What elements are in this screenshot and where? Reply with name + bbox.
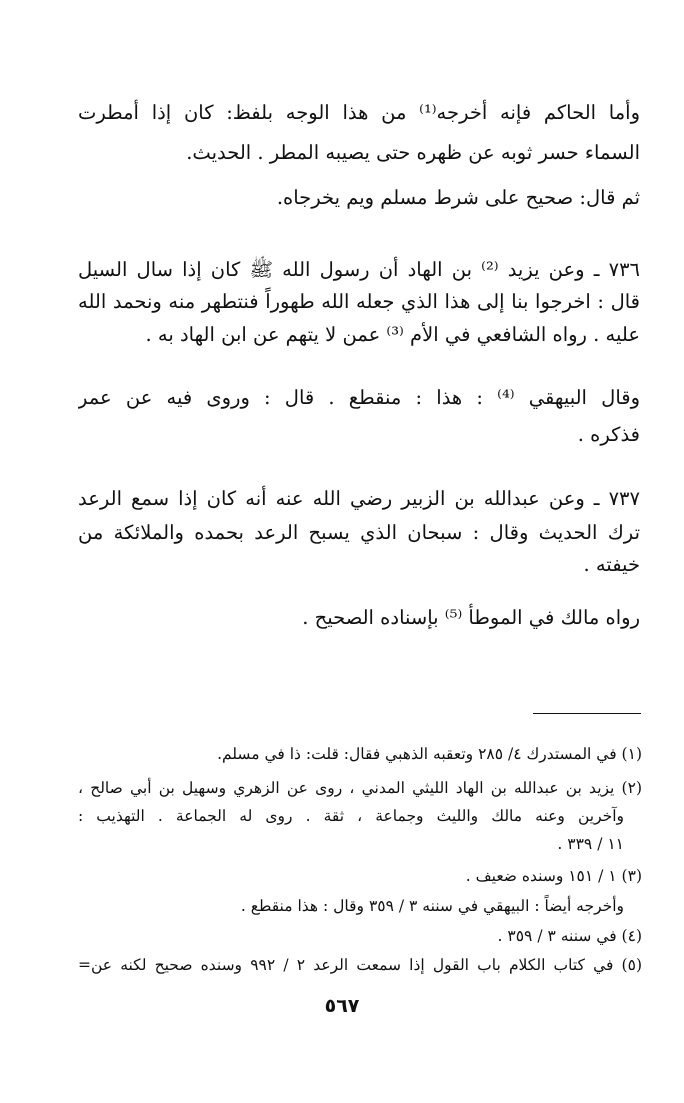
body-line: وقال البيهقي ⁽⁴⁾ : هذا : منقطع . قال : وروى فيه عن عمر <box>78 386 640 409</box>
body-line: السماء حسر ثوبه عن ظهره حتى يصيبه المطر . الحديث. <box>186 141 640 164</box>
footnote-line: وآخرين وعنه مالك والليث وجماعة ، ثقة . روى له الجماعة . التهذيب : <box>78 807 624 825</box>
footnote-line: (٤) في سننه ٣ / ٣٥٩ . <box>497 927 642 945</box>
footnote-line: ١١ / ٣٣٩ . <box>557 835 624 853</box>
hadith-line: ٧٣٧ ـ وعن عبدالله بن الزبير رضي الله عنه أنه كان إذا سمع الرعد <box>78 487 640 510</box>
hadith-line: عليه . رواه الشافعي في الأم ⁽³⁾ عمن لا يتهم عن ابن الهاد به . <box>145 323 640 346</box>
body-line: رواه مالك في الموطأ ⁽⁵⁾ بإسناده الصحيح . <box>302 606 640 629</box>
body-line: ثم قال: صحيح على شرط مسلم ويم يخرجاه. <box>276 186 640 209</box>
footnote-line: (٣) ١ / ١٥١ وسنده ضعيف . <box>465 867 642 885</box>
footnote-line: وأخرجه أيضاً : البيهقي في سننه ٣ / ٣٥٩ وقال : هذا منقطع . <box>240 897 624 915</box>
hadith-line: خيفته . <box>583 553 640 576</box>
footnote-line: (٥) في كتاب الكلام باب القول إذا سمعت الرعد ٢ / ٩٩٢ وسنده صحيح لكنه عن= <box>78 956 642 974</box>
footnote-separator <box>533 713 641 714</box>
page-number: ٥٦٧ <box>324 995 360 1017</box>
hadith-line: ترك الحديث وقال : سبحان الذي يسبح الرعد بحمده والملائكة من <box>78 521 640 544</box>
body-line: وأما الحاكم فإنه أخرجه⁽¹⁾ من هذا الوجه بلفظ: كان إذا أمطرت <box>78 101 640 124</box>
footnote-line: (٢) يزيد بن عبدالله بن الهاد الليثي المدني ، روى عن الزهري وسهيل بن أبي صالح ، <box>78 779 642 797</box>
hadith-line: قال : اخرجوا بنا إلى هذا الذي جعله الله طهوراً فنتطهر منه ونحمد الله <box>78 290 640 313</box>
body-line: فذكره . <box>577 423 640 446</box>
footnote-line: (١) في المستدرك ٤/ ٢٨٥ وتعقبه الذهبي فقال: قلت: ذا في مسلم. <box>217 745 642 763</box>
hadith-line: ٧٣٦ ـ وعن يزيد ⁽²⁾ بن الهاد أن رسول الله ﷺ كان إذا سال السيل <box>78 258 640 281</box>
